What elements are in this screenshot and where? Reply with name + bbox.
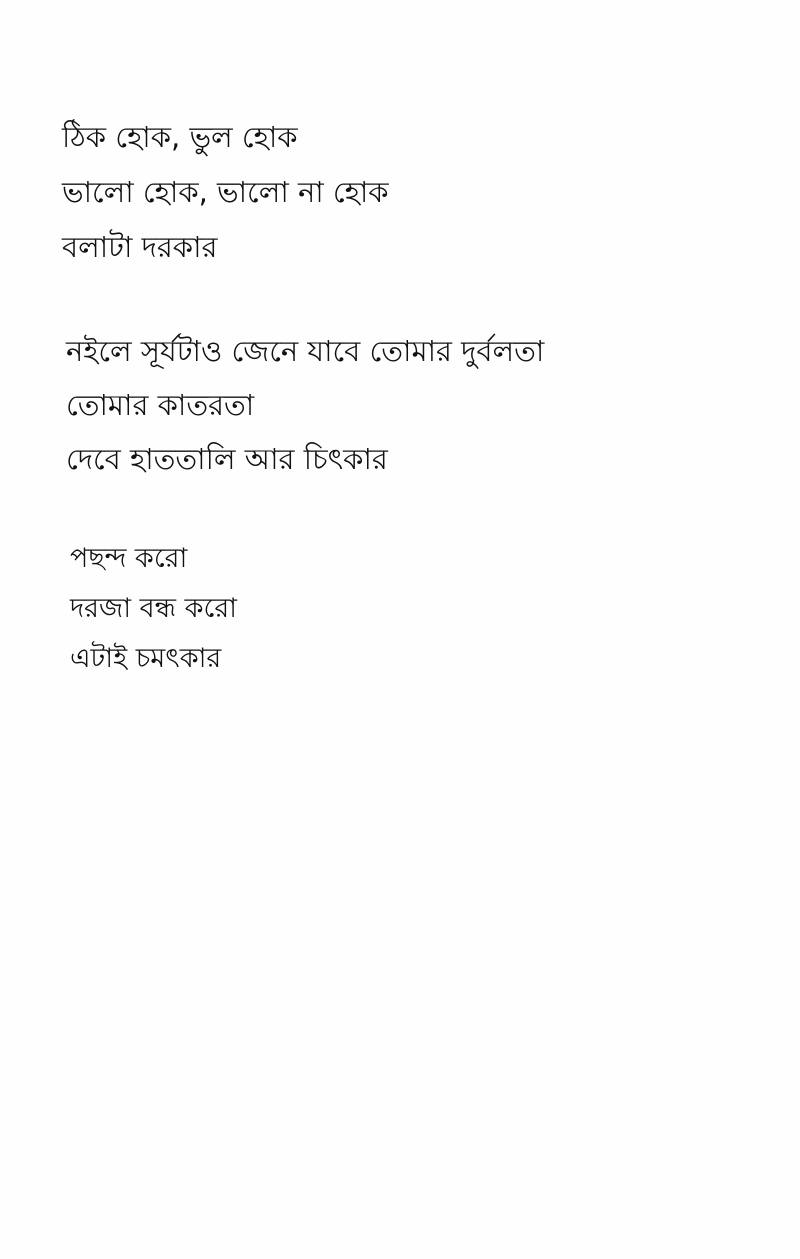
poem-line: ভালো হোক, ভালো না হোক bbox=[62, 175, 389, 209]
poem-line: এটাই চমৎকার bbox=[70, 643, 222, 674]
poem-line: পছন্দ করো bbox=[70, 543, 188, 574]
poem-line: নইলে সূর্যটাও জেনে যাবে তোমার দুর্বলতা bbox=[66, 334, 545, 368]
poem-line: তোমার কাতরতা bbox=[66, 388, 255, 422]
poem-line: ঠিক হোক, ভুল হোক bbox=[62, 120, 298, 154]
poem-line: বলাটা দরকার bbox=[62, 230, 218, 264]
poem-line: দরজা বন্ধ করো bbox=[70, 593, 238, 624]
poem-line: দেবে হাততালি আর চিৎকার bbox=[66, 442, 388, 476]
